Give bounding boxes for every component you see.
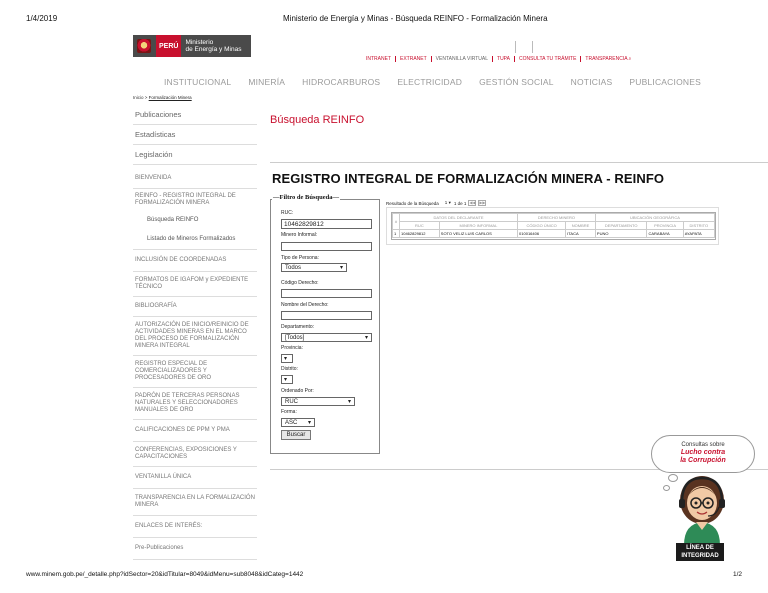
chevron-down-icon: ▾ (284, 377, 288, 383)
filter-legend: —Filtro de Búsqueda— (273, 194, 339, 201)
bubble-line-3: la Corrupción (680, 457, 726, 464)
peru-shield-icon (137, 39, 151, 53)
page-of: 1 de 1 (453, 200, 467, 206)
provincia-select[interactable] (281, 354, 293, 363)
sidebar-item-bienvenida[interactable]: BIENVENIDA (133, 169, 257, 189)
ministry-line-2: de Energía y Minas (185, 46, 242, 53)
top-links (362, 56, 635, 62)
sidebar-item-conferencias[interactable]: CONFERENCIAS, EXPOSICIONES Y CAPACITACIONES (133, 442, 257, 467)
link-consulta-tramite[interactable]: CONSULTA TU TRÁMITE (515, 56, 581, 62)
table-cell: ITACA (566, 230, 596, 238)
badge-line-2: INTEGRIDAD (681, 553, 719, 559)
search-icon: ⌕ (628, 56, 632, 62)
bubble-line-1: Consultas sobre (681, 442, 725, 448)
table-cell: AYAPATA (683, 230, 714, 238)
col-header: CÓDIGO ÚNICO (518, 222, 566, 230)
col-header: RUC (400, 222, 440, 230)
table-cell: 010016406 (518, 230, 566, 238)
sidebar-item-registro-especial[interactable]: REGISTRO ESPECIAL DE COMERCIALIZADORES Y PROCESADORES DE ORO (133, 356, 257, 388)
chevron-down-icon: ▾ (339, 265, 343, 271)
results-caption-text: Resultado de la Búsqueda (386, 200, 439, 206)
page-title: Búsqueda REINFO (270, 114, 365, 126)
forma-label: Forma: (281, 409, 297, 415)
nav-hidrocarburos[interactable]: HIDROCARBUROS (302, 77, 381, 87)
sidebar-item-legislacion[interactable]: Legislación (133, 145, 257, 165)
link-transparencia-label: TRANSPARENCIA (585, 56, 628, 62)
integrity-speech-bubble[interactable] (651, 435, 755, 473)
link-transparencia[interactable] (581, 56, 635, 62)
sidebar-item-coordenadas[interactable]: INCLUSIÓN DE COORDENADAS (133, 250, 257, 272)
buscar-button[interactable]: Buscar (281, 430, 311, 440)
bubble-line-2: Lucho contra (680, 449, 726, 456)
nombre-derecho-field[interactable] (281, 311, 372, 320)
forma-select[interactable] (281, 418, 315, 427)
col-header: NOMBRE (566, 222, 596, 230)
print-url: www.minem.gob.pe/_detalle.php?idSector=20&idTitular=8049&idMenu=sub8048&idCateg=1442 (26, 571, 304, 578)
print-title: Ministerio de Energía y Minas - Búsqueda REINFO - Formalización Minera (283, 14, 548, 23)
separator-line (515, 41, 516, 53)
chevron-down-icon: ▾ (284, 356, 288, 362)
prev-page-icon[interactable]: ◀◀ (469, 200, 476, 205)
table-cell: 10462829812 (400, 230, 440, 238)
results-caption (386, 200, 486, 206)
filter-legend-text: Filtro de Búsqueda (279, 194, 333, 201)
nav-publicaciones[interactable]: PUBLICACIONES (629, 77, 701, 87)
ordenado-por-select[interactable] (281, 397, 355, 406)
thought-dot (663, 485, 670, 491)
ruc-label: RUC: (281, 210, 294, 216)
minem-logo[interactable] (133, 35, 251, 57)
table-row[interactable] (393, 230, 715, 238)
col-header-num: # (393, 214, 400, 230)
table-cell: CARABAYA (647, 230, 683, 238)
breadcrumb-separator: > (143, 95, 149, 100)
sidebar-item-formatos[interactable]: FORMATOS DE IGAFOM y EXPEDIENTE TÉCNICO (133, 272, 257, 297)
col-header: DEPARTAMENTO (595, 222, 647, 230)
top-separators (515, 41, 533, 53)
departamento-select[interactable] (281, 333, 372, 342)
tipo-persona-select[interactable] (281, 263, 347, 272)
table-cell: PUNO (595, 230, 647, 238)
peru-badge: PERÚ (156, 35, 181, 57)
results-table-wrap (391, 212, 716, 240)
breadcrumb-current[interactable]: Formalización Minera (148, 95, 192, 100)
sidebar-item-calificaciones[interactable]: CALIFICACIONES DE PPM Y PMA (133, 420, 257, 442)
codigo-derecho-label: Código Derecho: (281, 280, 319, 286)
table-cell: SOTO VELIZ LUIS CARLOS (439, 230, 517, 238)
column-header-row (393, 222, 715, 230)
sidebar-item-bibliografia[interactable]: BIBLIOGRAFÍA (133, 297, 257, 317)
operator-mascot-icon (672, 470, 732, 545)
main-nav (164, 77, 718, 87)
col-header: DISTRITO (683, 222, 714, 230)
chevron-down-icon: ▾ (307, 420, 311, 426)
nav-institucional[interactable]: INSTITUCIONAL (164, 77, 232, 87)
print-page-number: 1/2 (733, 571, 743, 578)
ministry-line-1: Ministerio (185, 39, 214, 46)
main-heading: REGISTRO INTEGRAL DE FORMALIZACIÓN MINERA - REINFO (272, 171, 665, 186)
sidebar-item-prepublicaciones[interactable]: Pre-Publicaciones (133, 538, 257, 560)
tipo-persona-value: Todos (285, 264, 302, 271)
divider (270, 162, 768, 163)
minero-field[interactable] (281, 242, 372, 251)
next-page-icon[interactable]: ▶▶ (479, 200, 486, 205)
link-extranet[interactable]: EXTRANET (396, 56, 432, 62)
sidebar-item-autorizacion[interactable]: AUTORIZACIÓN DE INICIO/REINICIO DE ACTIVIDADES MINERAS EN EL MARCO DEL PROCESO DE FORMALIZACIÓN MINERA INTEGRAL (133, 317, 257, 356)
col-header: PROVINCIA (647, 222, 683, 230)
group-header: DERECHO MINERO (518, 214, 596, 222)
distrito-label: Distrito: (281, 366, 298, 372)
sidebar-item-transparencia[interactable]: TRANSPARENCIA EN LA FORMALIZACIÓN MINERA (133, 489, 257, 516)
sidebar (133, 105, 257, 560)
sidebar-item-padron[interactable]: PADRÓN DE TERCERAS PERSONAS NATURALES Y SELECCIONADORES MANUALES DE ORO (133, 388, 257, 420)
nav-gestion-social[interactable]: GESTIÓN SOCIAL (479, 77, 554, 87)
linea-integridad-badge[interactable] (676, 543, 724, 561)
ministry-name (185, 39, 241, 53)
page-select[interactable]: 1 ▾ (444, 200, 451, 205)
nav-mineria[interactable]: MINERÍA (248, 77, 286, 87)
col-header: MINERO INFORMAL (439, 222, 517, 230)
print-date: 1/4/2019 (26, 14, 58, 23)
group-header: UBICACIÓN GEOGRÁFICA (595, 214, 714, 222)
table-cell: 1 (393, 230, 400, 238)
sidebar-subitem-busqueda[interactable]: Búsqueda REINFO (147, 217, 199, 223)
sidebar-item-reinfo[interactable]: REINFO - REGISTRO INTEGRAL DE FORMALIZACIÓN MINERA (135, 193, 236, 206)
departamento-label: Departamento: (281, 324, 315, 330)
results-table (392, 213, 715, 238)
group-header: DATOS DEL DECLARANTE (400, 214, 518, 222)
breadcrumb (133, 95, 192, 100)
group-header-row (393, 214, 715, 222)
sidebar-item-publicaciones[interactable]: Publicaciones (133, 105, 257, 125)
sidebar-item-enlaces[interactable]: ENLACES DE INTERÉS: (133, 516, 257, 538)
breadcrumb-home[interactable]: Inicio (133, 95, 144, 100)
chevron-down-icon: ▾ (347, 399, 351, 405)
ruc-field[interactable]: 10462829812 (281, 219, 372, 229)
forma-value: ASC (285, 419, 298, 426)
nav-noticias[interactable]: NOTICIAS (570, 77, 613, 87)
chevron-down-icon: ▾ (364, 335, 368, 341)
minero-label: Minero Informal: (281, 232, 318, 238)
codigo-derecho-field[interactable] (281, 289, 372, 298)
tipo-persona-label: Tipo de Persona: (281, 255, 319, 261)
link-tupa[interactable]: TUPA (493, 56, 515, 62)
distrito-select[interactable] (281, 375, 293, 384)
departamento-value: [Todos] (285, 334, 305, 341)
provincia-label: Provincia: (281, 345, 303, 351)
separator-line (532, 41, 533, 53)
ordenado-por-label: Ordenado Por: (281, 388, 314, 394)
nombre-derecho-label: Nombre del Derecho: (281, 302, 329, 308)
sidebar-item-estadisticas[interactable]: Estadísticas (133, 125, 257, 145)
sidebar-subitem-listado[interactable]: Listado de Mineros Formalizados (133, 230, 257, 250)
link-intranet[interactable]: INTRANET (362, 56, 396, 62)
badge-line-1: LÍNEA DE (686, 545, 714, 551)
page-select-value: 1 (444, 200, 448, 205)
link-ventanilla-virtual[interactable]: VENTANILLA VIRTUAL (432, 56, 493, 62)
ordenado-por-value: RUC (285, 398, 298, 405)
sidebar-item-ventanilla[interactable]: VENTANILLA ÚNICA (133, 467, 257, 489)
nav-electricidad[interactable]: ELECTRICIDAD (397, 77, 463, 87)
